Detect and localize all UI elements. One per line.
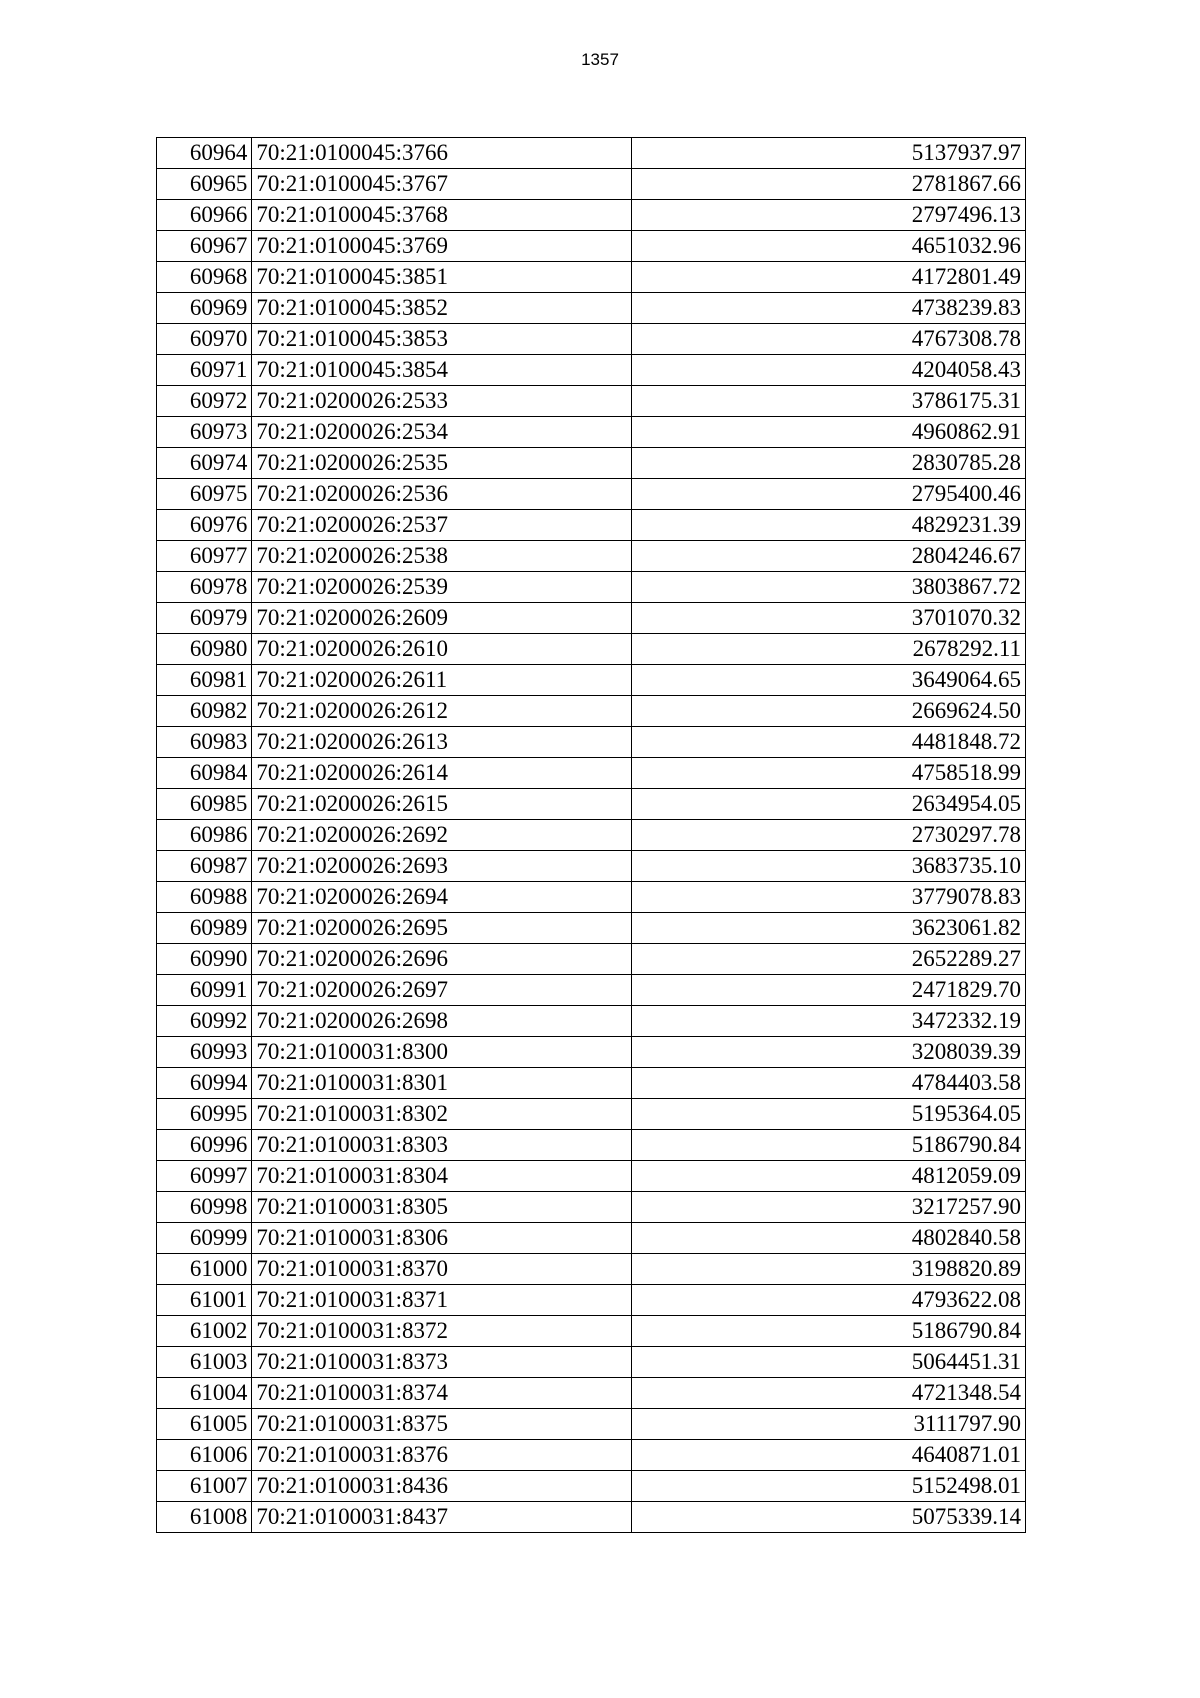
row-number-cell: 60993 <box>157 1037 252 1068</box>
row-number-cell: 60995 <box>157 1099 252 1130</box>
table-row <box>157 665 1026 696</box>
cadastral-number-cell: 70:21:0200026:2534 <box>252 417 631 448</box>
cadastral-number-cell: 70:21:0200026:2692 <box>252 820 631 851</box>
row-number-cell: 60996 <box>157 1130 252 1161</box>
table-row <box>157 1471 1026 1502</box>
row-number-cell: 60989 <box>157 913 252 944</box>
row-number-cell: 61005 <box>157 1409 252 1440</box>
value-cell: 5186790.84 <box>631 1130 1025 1161</box>
cadastral-number-cell: 70:21:0100031:8375 <box>252 1409 631 1440</box>
cadastral-number-cell: 70:21:0100031:8306 <box>252 1223 631 1254</box>
row-number-cell: 61008 <box>157 1502 252 1533</box>
cadastral-number-cell: 70:21:0100045:3853 <box>252 324 631 355</box>
cadastral-number-cell: 70:21:0200026:2693 <box>252 851 631 882</box>
value-cell: 4802840.58 <box>631 1223 1025 1254</box>
row-number-cell: 60968 <box>157 262 252 293</box>
cadastral-number-cell: 70:21:0100031:8371 <box>252 1285 631 1316</box>
table-row <box>157 1285 1026 1316</box>
table-row <box>157 758 1026 789</box>
row-number-cell: 61002 <box>157 1316 252 1347</box>
table-row <box>157 1378 1026 1409</box>
cadastral-number-cell: 70:21:0200026:2609 <box>252 603 631 634</box>
value-cell: 3683735.10 <box>631 851 1025 882</box>
row-number-cell: 60969 <box>157 293 252 324</box>
row-number-cell: 60971 <box>157 355 252 386</box>
value-cell: 3779078.83 <box>631 882 1025 913</box>
table-row <box>157 1068 1026 1099</box>
table-row <box>157 913 1026 944</box>
value-cell: 3217257.90 <box>631 1192 1025 1223</box>
cadastral-number-cell: 70:21:0100031:8304 <box>252 1161 631 1192</box>
cadastral-number-cell: 70:21:0200026:2611 <box>252 665 631 696</box>
row-number-cell: 60988 <box>157 882 252 913</box>
cadastral-number-cell: 70:21:0100045:3769 <box>252 231 631 262</box>
row-number-cell: 60981 <box>157 665 252 696</box>
cadastral-number-cell: 70:21:0200026:2615 <box>252 789 631 820</box>
table-row <box>157 1502 1026 1533</box>
row-number-cell: 60999 <box>157 1223 252 1254</box>
cadastral-number-cell: 70:21:0200026:2695 <box>252 913 631 944</box>
value-cell: 4651032.96 <box>631 231 1025 262</box>
row-number-cell: 60985 <box>157 789 252 820</box>
cadastral-number-cell: 70:21:0200026:2539 <box>252 572 631 603</box>
cadastral-number-cell: 70:21:0100045:3768 <box>252 200 631 231</box>
value-cell: 4721348.54 <box>631 1378 1025 1409</box>
row-number-cell: 60987 <box>157 851 252 882</box>
cadastral-number-cell: 70:21:0100031:8436 <box>252 1471 631 1502</box>
cadastral-number-cell: 70:21:0100031:8300 <box>252 1037 631 1068</box>
value-cell: 4481848.72 <box>631 727 1025 758</box>
value-cell: 2730297.78 <box>631 820 1025 851</box>
table-row <box>157 541 1026 572</box>
row-number-cell: 60975 <box>157 479 252 510</box>
cadastral-number-cell: 70:21:0200026:2610 <box>252 634 631 665</box>
value-cell: 4738239.83 <box>631 293 1025 324</box>
cadastral-number-cell: 70:21:0200026:2697 <box>252 975 631 1006</box>
row-number-cell: 60991 <box>157 975 252 1006</box>
table-row <box>157 1316 1026 1347</box>
value-cell: 2634954.05 <box>631 789 1025 820</box>
row-number-cell: 60992 <box>157 1006 252 1037</box>
value-cell: 4784403.58 <box>631 1068 1025 1099</box>
table-row <box>157 138 1026 169</box>
row-number-cell: 60980 <box>157 634 252 665</box>
cadastral-number-cell: 70:21:0100031:8376 <box>252 1440 631 1471</box>
table-row <box>157 820 1026 851</box>
registry-table-body <box>157 138 1026 1533</box>
value-cell: 2804246.67 <box>631 541 1025 572</box>
row-number-cell: 60965 <box>157 169 252 200</box>
row-number-cell: 60983 <box>157 727 252 758</box>
row-number-cell: 60972 <box>157 386 252 417</box>
table-row <box>157 1130 1026 1161</box>
table-row <box>157 1409 1026 1440</box>
row-number-cell: 60986 <box>157 820 252 851</box>
value-cell: 2781867.66 <box>631 169 1025 200</box>
value-cell: 2797496.13 <box>631 200 1025 231</box>
cadastral-number-cell: 70:21:0100045:3854 <box>252 355 631 386</box>
value-cell: 2830785.28 <box>631 448 1025 479</box>
table-row <box>157 386 1026 417</box>
value-cell: 5152498.01 <box>631 1471 1025 1502</box>
table-row <box>157 851 1026 882</box>
value-cell: 3111797.90 <box>631 1409 1025 1440</box>
value-cell: 3803867.72 <box>631 572 1025 603</box>
table-row <box>157 572 1026 603</box>
value-cell: 3198820.89 <box>631 1254 1025 1285</box>
table-row <box>157 448 1026 479</box>
row-number-cell: 60994 <box>157 1068 252 1099</box>
cadastral-number-cell: 70:21:0200026:2537 <box>252 510 631 541</box>
value-cell: 4758518.99 <box>631 758 1025 789</box>
row-number-cell: 61006 <box>157 1440 252 1471</box>
row-number-cell: 60976 <box>157 510 252 541</box>
table-row <box>157 1440 1026 1471</box>
row-number-cell: 60997 <box>157 1161 252 1192</box>
table-row <box>157 200 1026 231</box>
table-row <box>157 789 1026 820</box>
cadastral-number-cell: 70:21:0100031:8302 <box>252 1099 631 1130</box>
table-row <box>157 1223 1026 1254</box>
table-row <box>157 1347 1026 1378</box>
row-number-cell: 60990 <box>157 944 252 975</box>
value-cell: 5186790.84 <box>631 1316 1025 1347</box>
cadastral-number-cell: 70:21:0200026:2535 <box>252 448 631 479</box>
table-row <box>157 1254 1026 1285</box>
value-cell: 2652289.27 <box>631 944 1025 975</box>
value-cell: 2471829.70 <box>631 975 1025 1006</box>
cadastral-number-cell: 70:21:0200026:2696 <box>252 944 631 975</box>
value-cell: 2669624.50 <box>631 696 1025 727</box>
value-cell: 2678292.11 <box>631 634 1025 665</box>
cadastral-number-cell: 70:21:0200026:2538 <box>252 541 631 572</box>
registry-table <box>156 137 1026 1533</box>
value-cell: 4204058.43 <box>631 355 1025 386</box>
cadastral-number-cell: 70:21:0200026:2612 <box>252 696 631 727</box>
cadastral-number-cell: 70:21:0100045:3766 <box>252 138 631 169</box>
table-row <box>157 975 1026 1006</box>
cadastral-number-cell: 70:21:0100045:3851 <box>252 262 631 293</box>
cadastral-number-cell: 70:21:0200026:2698 <box>252 1006 631 1037</box>
row-number-cell: 61004 <box>157 1378 252 1409</box>
row-number-cell: 61001 <box>157 1285 252 1316</box>
table-row <box>157 696 1026 727</box>
row-number-cell: 60984 <box>157 758 252 789</box>
row-number-cell: 60966 <box>157 200 252 231</box>
value-cell: 5137937.97 <box>631 138 1025 169</box>
value-cell: 4767308.78 <box>631 324 1025 355</box>
table-row <box>157 324 1026 355</box>
value-cell: 4172801.49 <box>631 262 1025 293</box>
row-number-cell: 60967 <box>157 231 252 262</box>
table-row <box>157 479 1026 510</box>
row-number-cell: 60978 <box>157 572 252 603</box>
value-cell: 5064451.31 <box>631 1347 1025 1378</box>
row-number-cell: 60977 <box>157 541 252 572</box>
table-row <box>157 1161 1026 1192</box>
cadastral-number-cell: 70:21:0100031:8301 <box>252 1068 631 1099</box>
value-cell: 4640871.01 <box>631 1440 1025 1471</box>
table-row <box>157 510 1026 541</box>
row-number-cell: 60973 <box>157 417 252 448</box>
table-row <box>157 634 1026 665</box>
table-row <box>157 944 1026 975</box>
table-row <box>157 293 1026 324</box>
value-cell: 4960862.91 <box>631 417 1025 448</box>
cadastral-number-cell: 70:21:0100045:3767 <box>252 169 631 200</box>
cadastral-number-cell: 70:21:0200026:2533 <box>252 386 631 417</box>
table-row <box>157 603 1026 634</box>
cadastral-number-cell: 70:21:0100031:8437 <box>252 1502 631 1533</box>
row-number-cell: 60998 <box>157 1192 252 1223</box>
cadastral-number-cell: 70:21:0100031:8370 <box>252 1254 631 1285</box>
value-cell: 3786175.31 <box>631 386 1025 417</box>
table-row <box>157 1037 1026 1068</box>
value-cell: 5195364.05 <box>631 1099 1025 1130</box>
value-cell: 4812059.09 <box>631 1161 1025 1192</box>
row-number-cell: 60964 <box>157 138 252 169</box>
row-number-cell: 60970 <box>157 324 252 355</box>
cadastral-number-cell: 70:21:0200026:2694 <box>252 882 631 913</box>
table-row <box>157 355 1026 386</box>
table-row <box>157 882 1026 913</box>
value-cell: 3701070.32 <box>631 603 1025 634</box>
row-number-cell: 60979 <box>157 603 252 634</box>
value-cell: 4793622.08 <box>631 1285 1025 1316</box>
table-row <box>157 169 1026 200</box>
value-cell: 5075339.14 <box>631 1502 1025 1533</box>
value-cell: 4829231.39 <box>631 510 1025 541</box>
row-number-cell: 61007 <box>157 1471 252 1502</box>
table-row <box>157 262 1026 293</box>
table-row <box>157 417 1026 448</box>
table-row <box>157 727 1026 758</box>
table-row <box>157 1192 1026 1223</box>
cadastral-number-cell: 70:21:0100031:8372 <box>252 1316 631 1347</box>
row-number-cell: 61003 <box>157 1347 252 1378</box>
table-row <box>157 1006 1026 1037</box>
cadastral-number-cell: 70:21:0200026:2536 <box>252 479 631 510</box>
cadastral-number-cell: 70:21:0200026:2613 <box>252 727 631 758</box>
cadastral-number-cell: 70:21:0100045:3852 <box>252 293 631 324</box>
cadastral-number-cell: 70:21:0100031:8374 <box>252 1378 631 1409</box>
value-cell: 3208039.39 <box>631 1037 1025 1068</box>
cadastral-number-cell: 70:21:0100031:8303 <box>252 1130 631 1161</box>
cadastral-number-cell: 70:21:0100031:8373 <box>252 1347 631 1378</box>
page-number: 1357 <box>581 50 619 69</box>
row-number-cell: 61000 <box>157 1254 252 1285</box>
row-number-cell: 60982 <box>157 696 252 727</box>
value-cell: 2795400.46 <box>631 479 1025 510</box>
cadastral-number-cell: 70:21:0200026:2614 <box>252 758 631 789</box>
row-number-cell: 60974 <box>157 448 252 479</box>
cadastral-number-cell: 70:21:0100031:8305 <box>252 1192 631 1223</box>
value-cell: 3472332.19 <box>631 1006 1025 1037</box>
table-row <box>157 1099 1026 1130</box>
table-row <box>157 231 1026 262</box>
value-cell: 3649064.65 <box>631 665 1025 696</box>
value-cell: 3623061.82 <box>631 913 1025 944</box>
